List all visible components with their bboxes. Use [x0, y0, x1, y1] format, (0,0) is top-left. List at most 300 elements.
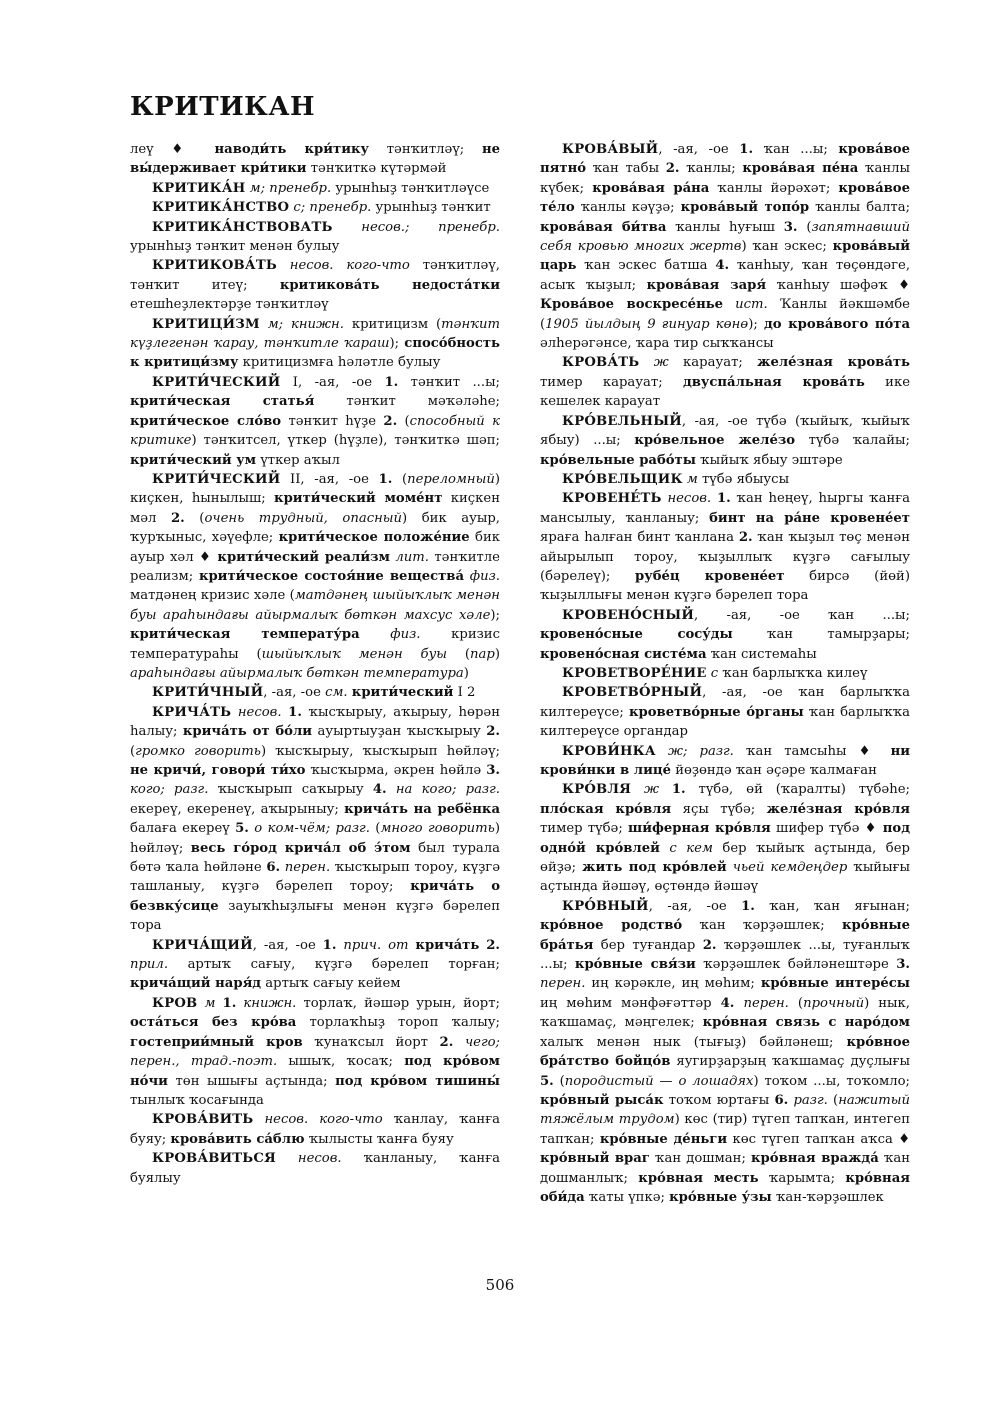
translation-text: Ҡанлы йәкшәмбе (: [540, 297, 910, 332]
headword: КРИТИКОВА́ТЬ: [152, 258, 277, 274]
grammar-label: несов.; пренебр.: [361, 219, 500, 235]
headword: КРИТИ́ЧНЫЙ: [152, 685, 264, 701]
example-phrase: крова́вая заря́: [646, 277, 767, 293]
example-phrase: кро́вные интере́сы: [760, 976, 910, 992]
grammar-label: араһындағы айырмалыҡ бөткән температура: [130, 665, 464, 681]
translation-text: ҡанлы күбек;: [540, 161, 911, 196]
page-number: 506: [485, 1276, 515, 1294]
translation-text: ҡан барлыҡҡа килеү: [718, 665, 868, 681]
translation-text: ҡысҡырып тороу, күҙгә ташланыу, күҙгә бәрелеп тороу;: [130, 860, 501, 895]
translation-text: (: [369, 821, 381, 837]
grammar-label: перен.: [540, 976, 586, 992]
headword: КРОВЕНО́СНЫЙ: [562, 607, 695, 623]
grammar-label: физ.: [469, 568, 500, 584]
grammar-label: с; пренебр.: [293, 200, 372, 216]
translation-text: карауат;: [668, 355, 758, 371]
translation-text: ): [494, 646, 500, 662]
translation-text: ҡанһыу шәфәҡ ♦: [766, 277, 910, 293]
translation-text: (: [184, 510, 205, 526]
grammar-label: перен.: [284, 860, 331, 876]
translation-text: (: [446, 646, 471, 662]
example-phrase: 1.: [384, 374, 399, 390]
translation-text: ҡанлы кәүҙә;: [574, 200, 681, 216]
grammar-label: с: [710, 665, 719, 681]
translation-text: II, -ая, -ое: [280, 471, 379, 487]
translation-text: бирсә (йөй) ҡыҙыллығы менән күҙгә бәрелеп тора: [540, 568, 910, 604]
translation-text: ) нык, ҡаҡшамаҫ, мәңгелек;: [540, 995, 910, 1031]
example-phrase: наводи́ть кри́тику: [214, 142, 369, 157]
example-phrase: 6.: [266, 860, 281, 876]
translation-text: ике кешелек карауат: [540, 374, 910, 410]
translation-text: ҡан системаһы: [706, 646, 817, 662]
translation-text: бер ҡыйыҡ аҫтында, бер өйҙә;: [540, 840, 910, 876]
headword: КРОВЕТВОРЕ́НИЕ: [562, 665, 707, 681]
translation-text: ҡаты үпкә;: [584, 1189, 670, 1205]
translation-text: төн ышығы аҫтында;: [167, 1073, 336, 1089]
headword: КРОВА́ВЫЙ: [562, 142, 659, 157]
grammar-label: прочный: [803, 995, 865, 1011]
translation-text: ҡанлы;: [679, 161, 743, 177]
example-phrase: жить под кро́влей: [582, 860, 727, 876]
dictionary-entry: [130, 703, 500, 936]
translation-text: ярағa һалған бинт ҡанлана: [540, 530, 739, 546]
example-phrase: 2.: [665, 161, 680, 177]
translation-text: , -ая, -ое: [252, 937, 323, 953]
translation-text: түбә ҡалайы;: [795, 433, 910, 449]
grammar-label: 1905 йылдың 9 ғинуар көнө: [545, 316, 749, 332]
translation-text: ҡыйығы аҫтында йәшәү, өҫтөндә йәшәү: [540, 860, 910, 895]
translation-text: ҡәрҙәшлек бәйләнештәре: [695, 957, 897, 973]
example-phrase: спосо́бность к критици́зму: [130, 336, 500, 371]
example-phrase: 1.: [378, 471, 393, 487]
translation-text: тәнҡит мәҡәләһе;: [314, 394, 500, 410]
grammar-label: чьей кемдеңдер: [732, 860, 848, 876]
translation-text: ҡанланыу, ҡанға буялыу: [130, 1151, 500, 1186]
example-phrase: Крова́вое воскресе́нье: [540, 297, 724, 313]
translation-text: ) ҡан эскес;: [741, 239, 833, 255]
translation-text: критицизм (: [343, 316, 442, 332]
dictionary-entry: [540, 140, 910, 353]
translation-text: зауыҡһыҙлығы менән күҙгә бәрелеп тора: [130, 898, 500, 934]
example-phrase: крова́вить са́блю: [170, 1131, 305, 1147]
translation-text: ): [463, 665, 469, 681]
translation-text: );: [389, 336, 405, 352]
translation-text: );: [748, 316, 764, 332]
translation-text: [631, 782, 644, 797]
example-phrase: крича́ть: [415, 937, 480, 953]
headword: КРО́ВНЫЙ: [562, 898, 649, 914]
example-phrase: 1.: [288, 704, 302, 720]
example-phrase: 5.: [540, 1073, 554, 1089]
translation-text: [333, 220, 362, 235]
translation-text: критицизмға һәләтле булыу: [238, 355, 441, 371]
example-phrase: до крова́вого по́та: [763, 316, 910, 332]
example-phrase: крова́вое те́ло: [540, 180, 910, 216]
example-phrase: гостеприи́мный кров: [130, 1034, 303, 1050]
dictionary-entry: [540, 780, 910, 896]
translation-text: (: [130, 743, 136, 759]
grammar-label: см.: [325, 685, 348, 701]
example-phrase: крича́щий наря́д: [130, 976, 262, 992]
example-phrase: крича́ть на ребёнка: [344, 801, 500, 817]
translation-text: ) тәнҡитсел, үткер (һүҙле), тәнҡиткә шәп;: [191, 433, 500, 449]
dictionary-entry: [130, 315, 500, 373]
headword: КРОВ: [152, 995, 198, 1011]
dictionary-entry: [540, 353, 910, 411]
translation-text: ) һөйләү;: [130, 821, 500, 856]
translation-text: [360, 627, 391, 642]
example-phrase: желе́зная крова́ть: [757, 355, 910, 371]
example-phrase: 2.: [702, 937, 717, 953]
translation-text: [231, 705, 238, 720]
example-phrase: двуспа́льная крова́ть: [682, 374, 865, 390]
right-column: [540, 140, 910, 1207]
grammar-label: м; пренебр.: [249, 180, 332, 196]
translation-text: , -ая, -ое: [658, 142, 740, 157]
example-phrase: 1.: [671, 782, 686, 798]
translation-text: көс түгеп тапҡан аҡса ♦: [727, 1131, 911, 1147]
example-phrase: крити́ческий: [351, 685, 454, 701]
headword: КРО́ВЕЛЬЩИК: [562, 471, 683, 487]
dictionary-entry: [130, 470, 500, 683]
example-phrase: ни крови́нки в лице́: [540, 743, 910, 778]
dictionary-entry: [130, 179, 500, 198]
example-phrase: 2.: [383, 413, 398, 429]
example-phrase: крича́ть от бо́ли: [182, 724, 313, 740]
translation-text: , -ая, -ое ҡан барлыҡҡа килтереүсе;: [540, 685, 910, 720]
dictionary-entry: [130, 1149, 500, 1188]
translation-text: (: [797, 219, 812, 235]
translation-text: ҡан тамсыһы ♦: [733, 743, 891, 759]
translation-text: ҡан тамырҙары;: [732, 627, 910, 643]
example-phrase: 4.: [372, 782, 387, 798]
translation-text: ҡанлы балта;: [809, 200, 911, 216]
dictionary-entry: [540, 664, 910, 683]
translation-text: [215, 996, 222, 1011]
translation-text: , -ая, -ое: [263, 685, 326, 701]
headword: КРОВИ́НКА: [562, 743, 656, 759]
example-phrase: кро́вная месть: [638, 1170, 759, 1186]
translation-text: (: [392, 471, 408, 487]
grammar-label: книжн.: [243, 995, 297, 1011]
dictionary-entry: [130, 1110, 500, 1149]
translation-text: әлһерәгәнсе, ҡара тир сыҡҡансы: [540, 336, 774, 352]
example-phrase: кро́вный рыса́к: [540, 1092, 664, 1108]
grammar-label: м; книжн.: [267, 316, 344, 332]
grammar-label: лит.: [395, 549, 429, 565]
example-phrase: под кро́вом но́чи: [130, 1054, 500, 1089]
translation-text: артыҡ сағыу кейем: [261, 976, 401, 992]
translation-text: тимер түбә;: [540, 821, 629, 837]
example-phrase: оста́ться без кро́ва: [130, 1015, 297, 1031]
translation-text: , -ая, -ое: [648, 898, 742, 914]
translation-text: иң мөһим мәнфәғәттәр: [540, 995, 721, 1011]
example-phrase: крова́вое пятно́: [540, 142, 910, 177]
headword: КРО́ВЕЛЬНЫЙ: [562, 413, 682, 429]
translation-text: ) киҫкен, һынылыш;: [130, 471, 500, 507]
translation-text: (: [827, 1092, 839, 1108]
translation-text: I, -ая, -ое: [280, 374, 385, 390]
grammar-label: пар: [470, 646, 495, 662]
translation-text: кризис температураһы (: [130, 627, 500, 662]
translation-text: [277, 258, 290, 273]
dictionary-entry: [130, 683, 500, 702]
example-phrase: крити́ческий реали́зм: [217, 549, 390, 565]
translation-text: артыҡ сағыу, күҙгә бәрелеп торған;: [168, 957, 500, 973]
translation-text: (: [553, 1073, 565, 1089]
grammar-label: породистый — о лошадях: [564, 1073, 754, 1089]
grammar-label: много говорить: [380, 821, 495, 837]
headword: КРИЧА́ТЬ: [152, 704, 232, 720]
translation-text: [656, 744, 668, 759]
example-phrase: крова́вый царь: [540, 239, 910, 274]
example-phrase: кро́вные свя́зи: [574, 957, 696, 973]
translation-text: ҡан ...ы;: [753, 142, 839, 157]
translation-text: ) көс (тир) түгеп тапҡан, интегеп тапҡан;: [540, 1112, 910, 1147]
dictionary-entry: [130, 373, 500, 470]
translation-text: , -ая, -ое ҡан ...ы;: [694, 607, 910, 623]
headword: КРИЧА́ЩИЙ: [152, 937, 253, 953]
example-phrase: бинт на ра́не кровене́ет: [709, 510, 910, 526]
translation-text: ҡәрҙәшлек ...ы, туғанлыҡ ...ы;: [540, 937, 910, 973]
example-phrase: под кро́вом тишины́: [335, 1073, 500, 1089]
headword: КРОВЕТВО́РНЫЙ: [562, 685, 703, 701]
translation-text: ҡанһыу, ҡан төҫөндәге, асыҡ ҡыҙыл;: [540, 258, 911, 293]
grammar-label: м: [686, 471, 698, 487]
translation-text: балаға екереү: [130, 821, 236, 837]
translation-text: [639, 355, 653, 370]
example-phrase: крова́вая би́тва: [540, 219, 667, 235]
grammar-label: физ.: [390, 627, 421, 643]
grammar-label: на кого; разг.: [395, 782, 500, 798]
example-phrase: под одно́й кро́влей: [540, 821, 911, 856]
headword: КРИТИ́ЧЕСКИЙ: [152, 374, 281, 390]
example-phrase: 1.: [741, 898, 755, 914]
translation-text: ҡан ҡыҙыл төҫ менән айырылып тороу, ҡыҙыллыҡ күҙгә сағылыу (бәрелеү);: [540, 530, 910, 584]
translation-text: тимер карауат;: [540, 374, 683, 390]
translation-text: ҡылысты ҡанға буяу: [304, 1131, 454, 1147]
translation-text: ҡан дошманлыҡ;: [540, 1151, 911, 1186]
example-phrase: кровено́сные сосу́ды: [540, 627, 733, 643]
example-phrase: 4.: [715, 258, 730, 274]
translation-text: ) бик ауыр, ҡурҡыныс, хәүефле;: [130, 510, 500, 546]
grammar-label: ист.: [735, 297, 768, 313]
grammar-label: с кем: [669, 840, 713, 856]
example-phrase: не вы́держивает кри́тики: [130, 142, 501, 177]
example-phrase: кро́вная связь с наро́дом: [702, 1015, 910, 1031]
translation-text: түбә ябыусы: [697, 471, 790, 487]
grammar-label: запятнавший себя кровью многих жертв: [540, 219, 910, 255]
translation-text: леү ♦: [130, 142, 215, 157]
example-phrase: 1.: [739, 142, 754, 157]
translation-text: ҡысҡырыу, аҡырыу, һөрән һалыу;: [130, 704, 501, 740]
example-phrase: 2.: [486, 724, 500, 740]
running-head: КРИТИКАН: [130, 92, 316, 122]
example-phrase: крити́ческое сло́во: [130, 413, 282, 429]
translation-text: тоҡом юртағы: [663, 1092, 775, 1108]
dictionary-entry: [130, 218, 500, 257]
translation-text: ) тоҡом ...ы, тоҡомло;: [753, 1073, 910, 1089]
translation-text: тәнҡитләү, тәнҡит итеү;: [130, 258, 500, 293]
grammar-label: матдәнең шыйыҡлыҡ менән буы араһындағы айырмалыҡ бөткән махсус хәле: [130, 588, 500, 623]
headword: КРИТИКА́Н: [152, 180, 246, 196]
grammar-label: о ком-чём; разг.: [254, 821, 370, 837]
headword: КРИТИ́ЧЕСКИЙ: [152, 471, 281, 487]
translation-text: тәнҡитләү;: [368, 142, 482, 157]
example-phrase: 2.: [439, 1034, 454, 1050]
translation-text: шифер түбә ♦: [770, 821, 883, 837]
example-phrase: весь го́род крича́л об э́том: [190, 840, 411, 856]
grammar-label: прил.: [130, 957, 169, 973]
translation-text: [253, 1112, 264, 1127]
example-phrase: крича́ть о безвку́сице: [130, 879, 500, 914]
example-phrase: 2.: [170, 510, 185, 526]
translation-text: урынһыҙ тәнҡит менән булыу: [130, 239, 340, 255]
grammar-label: м: [204, 995, 216, 1011]
example-phrase: пло́ская кро́вля: [540, 801, 672, 817]
translation-text: [660, 841, 670, 856]
example-phrase: желе́зная кро́вля: [766, 801, 910, 817]
dictionary-entry: [540, 742, 910, 781]
translation-text: ҡыйыҡ ябыу эштәре: [695, 452, 843, 468]
grammar-label: ж: [643, 782, 659, 798]
translation-text: түбә, өй (ҡаралты) түбәһе;: [685, 782, 910, 798]
translation-text: [276, 1151, 298, 1166]
translation-text: екереү, екеренеү, аҡырыныу;: [130, 801, 345, 817]
translation-text: I 2: [453, 685, 476, 701]
headword: КРИТИЦИ́ЗМ: [152, 316, 260, 332]
translation-text: , -ая, -ое түбә (ҡыйыҡ, ҡыйыҡ ябыу) ...ы;: [540, 413, 910, 449]
translation-text: ышыҡ, ҡосаҡ;: [277, 1054, 405, 1070]
grammar-label: тәнҡит күҙлегенән ҡарау, тәнҡитле ҡараш: [130, 316, 500, 352]
example-phrase: рубе́ц кровене́ет: [635, 568, 785, 584]
translation-text: халыҡ менән нык (тығыҙ) бәйләнеш;: [540, 1034, 847, 1050]
left-column: [130, 140, 500, 1188]
translation-text: [659, 782, 672, 797]
headword: КРОВА́ВИТЬСЯ: [152, 1151, 276, 1167]
dictionary-entry: [540, 683, 910, 741]
example-phrase: 1.: [222, 995, 237, 1011]
grammar-label: громко говорить: [135, 743, 261, 759]
dictionary-entry: [130, 140, 500, 179]
translation-text: тәнҡит ...ы;: [398, 374, 501, 390]
dictionary-entry: [130, 256, 500, 314]
example-phrase: кро́вельное желе́зо: [634, 433, 796, 449]
translation-text: яҫы түбә;: [671, 801, 767, 817]
grammar-label: перен.: [743, 995, 789, 1011]
grammar-label: несов.: [297, 1151, 342, 1167]
translation-text: ҡан ҡәрҙәшлек;: [682, 918, 843, 934]
translation-text: бер туғандар: [593, 937, 703, 953]
grammar-label: нажитый тяжёлым трудом: [540, 1092, 910, 1128]
translation-text: матдәнең кризис хәле (: [130, 588, 295, 604]
headword: КРОВЕНЕ́ТЬ: [562, 491, 662, 507]
translation-text: бик ауыр хәл ♦: [130, 530, 500, 565]
translation-text: урынһыҙ тәнҡит: [371, 200, 491, 216]
grammar-label: чего; перен., трад.-поэт.: [130, 1034, 500, 1070]
translation-text: йөҙөндә ҡан әҫәре ҡалмаған: [671, 763, 877, 778]
headword: КРОВА́ВИТЬ: [152, 1112, 254, 1128]
example-phrase: кро́вные бра́тья: [540, 918, 910, 953]
translation-text: торлаҡ, йәшәр урын, йорт;: [296, 995, 500, 1011]
translation-text: ҡанлау, ҡанға буяу;: [130, 1112, 500, 1147]
translation-text: ҡан-ҡәрҙәшлек: [771, 1189, 884, 1205]
example-phrase: 3.: [486, 763, 500, 778]
headword: КРИТИКА́НСТВО: [152, 200, 290, 216]
example-phrase: кро́вные у́зы: [669, 1189, 772, 1205]
example-phrase: кро́вная вражда́: [751, 1151, 879, 1167]
example-phrase: крова́вая пе́на: [742, 161, 859, 177]
translation-text: ҡан барлыҡҡа килтереүсе органдар: [540, 704, 911, 740]
translation-text: ҡанлы һуғыш: [666, 219, 784, 235]
example-phrase: крити́ческий ум: [130, 452, 257, 468]
dictionary-entry: [540, 897, 910, 1208]
translation-text: иң кәрәкле, иң мөһим;: [585, 976, 761, 992]
translation-text: ҡан эскес батша: [576, 258, 716, 274]
grammar-label: прич. от: [343, 937, 409, 953]
dictionary-entry: [130, 936, 500, 994]
grammar-label: способный к критике: [130, 413, 501, 449]
example-phrase: 2.: [486, 937, 500, 953]
translation-text: ҡанлы йәрәхәт;: [709, 180, 839, 196]
translation-text: ҡан һеңеү, һыргы ҡанға мансылыу, ҡанланыу;: [540, 491, 911, 526]
translation-text: );: [490, 607, 500, 623]
dictionary-entry: [540, 489, 910, 605]
dictionary-entry: [130, 994, 500, 1110]
translation-text: [723, 297, 735, 312]
dictionary-entry: [130, 198, 500, 217]
grammar-label: несов. кого-что: [264, 1112, 383, 1128]
headword: КРИТИКА́НСТВОВАТЬ: [152, 219, 333, 235]
translation-text: ҡысҡырма, әкрен һөйлә: [305, 763, 487, 778]
translation-text: ) ҡысҡырыу, ҡысҡырып һөйләү;: [260, 743, 500, 759]
example-phrase: кро́вная оби́да: [540, 1170, 910, 1205]
example-phrase: кро́вный враг: [540, 1151, 650, 1167]
example-phrase: кро́вное бра́тство бойцо́в: [540, 1034, 910, 1070]
example-phrase: крити́ческая температу́ра: [130, 627, 360, 643]
translation-text: үткер аҡыл: [256, 452, 340, 468]
grammar-label: кого; разг.: [130, 782, 209, 798]
translation-text: ҡысҡырып саҡырыу: [208, 782, 373, 798]
grammar-label: несов.: [667, 491, 712, 507]
translation-text: ауыртыуҙан ҡысҡырыу: [312, 724, 487, 740]
example-phrase: ши́ферная кро́вля: [628, 821, 771, 837]
grammar-label: несов. кого-что: [289, 258, 410, 274]
dictionary-entry: [540, 470, 910, 489]
example-phrase: крити́ческое состоя́ние вещества́: [198, 568, 465, 584]
translation-text: киҫкен мәл: [130, 491, 500, 526]
translation-text: ҡан табы: [586, 161, 666, 177]
dictionary-entry: [540, 606, 910, 664]
example-phrase: крити́ческое положе́ние: [278, 530, 470, 546]
example-phrase: кроветво́рные о́рганы: [628, 704, 804, 720]
example-phrase: 5.: [235, 821, 249, 837]
example-phrase: кро́вные де́ньги: [599, 1131, 728, 1147]
translation-text: тәнҡит һүҙе: [281, 413, 384, 429]
example-phrase: крова́вая ра́на: [592, 180, 710, 196]
translation-text: тынлыҡ ҡосағында: [130, 1092, 264, 1108]
grammar-label: ж; разг.: [667, 743, 734, 759]
example-phrase: не кричи́, говори́ ти́хо: [130, 763, 306, 778]
translation-text: [387, 782, 396, 797]
headword: КРОВА́ТЬ: [562, 355, 640, 371]
example-phrase: крити́ческий моме́нт: [274, 491, 443, 507]
translation-text: [453, 1035, 465, 1050]
example-phrase: 6.: [774, 1092, 789, 1108]
translation-text: (: [397, 413, 410, 429]
translation-text: тәнҡиткә күтәрмәй: [306, 161, 447, 177]
example-phrase: 3.: [896, 957, 910, 973]
